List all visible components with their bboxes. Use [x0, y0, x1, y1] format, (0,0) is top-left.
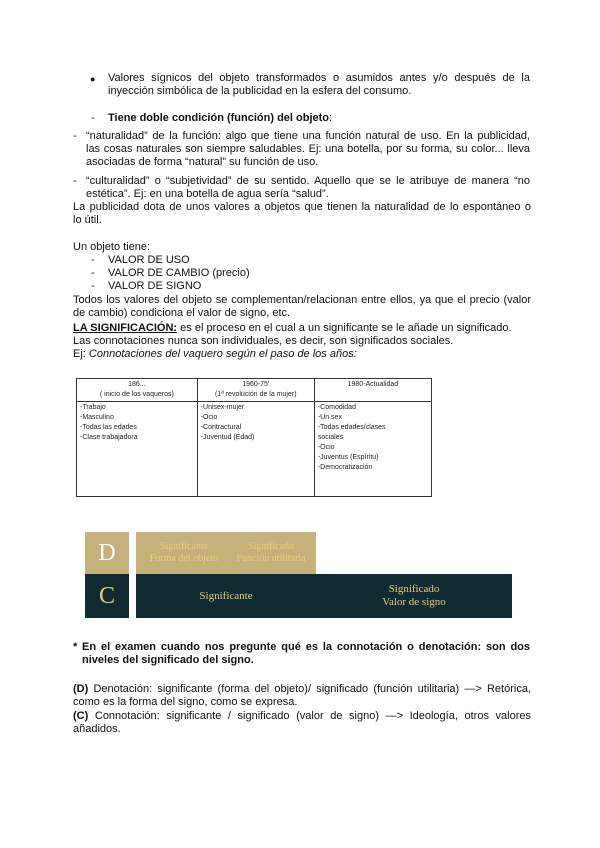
- def-d-line-1: [73, 683, 531, 696]
- table-row: [77, 402, 432, 497]
- item1-line-3: asociadas de forma “natural” su función de uso.: [86, 156, 319, 168]
- def-d-text: Denotación: significante (forma del objeto)/ significado (función utilitaria) —> Retórica,: [88, 683, 531, 695]
- significacion-line-2: Las connotaciones nunca son individuales, es decir, son significados sociales.: [73, 335, 454, 347]
- significacion-term: LA SIGNIFICACIÓN:: [73, 322, 178, 334]
- def-c-line-1: [73, 710, 531, 723]
- vaquero-table: [76, 378, 432, 497]
- table-header-col-1: 186... ( inicio de los vaqueros): [77, 379, 198, 402]
- ejemplo-line: [73, 348, 531, 361]
- objeto-item-uso: VALOR DE USO: [108, 254, 190, 266]
- connotacion-letter-box: C: [85, 574, 129, 618]
- objeto-item-cambio: VALOR DE CAMBIO (precio): [108, 267, 250, 279]
- item1-dash: -: [73, 130, 77, 142]
- table-header-col-2: 1960-75' (1ª revolución de la mujer): [197, 379, 314, 402]
- note-line-1: En el examen cuando nos pregunte qué es la connotación o denotación: son dos: [82, 641, 530, 653]
- table-cell-col-2: -Unisex-mujer -Ocio -Contractural -Juventud (Edad): [197, 402, 314, 497]
- note-star: *: [73, 641, 78, 653]
- table-cell-col-1: -Trabajo -Masculino -Todas las edades -Clase trabajadora: [77, 402, 198, 497]
- d-significante: Significante Forma del objeto: [149, 541, 219, 564]
- para2-line-2: de cambio) condiciona el valor de signo, etc.: [73, 307, 291, 319]
- ejemplo-text: Connotaciones del vaquero según el paso de los años:: [88, 348, 357, 360]
- bullet-line-2: inyección simbólica de la publicidad en la esfera del consumo.: [108, 85, 412, 97]
- note-line-2: niveles del significado del signo.: [82, 654, 254, 666]
- para2-line-1: Todos los valores del objeto se complementan/relacionan entre ellos, ya que el precio (valor: [73, 294, 531, 306]
- objeto-dash-2: -: [91, 267, 95, 279]
- item1-line-1: “naturalidad” de la función: algo que tiene una función natural de uso. En la publicidad,: [86, 130, 530, 142]
- significacion-line-1: [73, 322, 531, 335]
- table-header-col-3: 1980-Actualidad: [314, 379, 431, 402]
- heading-colon: :: [329, 112, 333, 124]
- def-c-line-2: añadidos.: [73, 723, 121, 735]
- def-c-label: (C): [73, 710, 89, 722]
- def-c-text: Connotación: significante / significado (valor de signo) —> Ideología, otros valores: [88, 710, 531, 722]
- table-cell-col-3: -Comodidad -Un sex -Todas edades/clases sociales -Ocio -Juventus (Espíritu) -Democratización: [314, 402, 431, 497]
- item1-line-2: las cosas naturales son siempre saludables. Ej: una botella, por su forma, su color... lleva: [86, 143, 530, 155]
- d-significado: Significado Función utilitaria: [236, 541, 306, 564]
- bullet-marker: ●: [90, 74, 96, 84]
- objeto-dash-1: -: [91, 254, 95, 266]
- section-heading: [108, 112, 332, 125]
- significacion-def: es el proceso en el cual a un significante se le añade un significado.: [177, 322, 512, 334]
- denotacion-bar: [136, 532, 316, 574]
- heading-dash: -: [91, 112, 95, 124]
- def-d-label: (D): [73, 683, 89, 695]
- item2-line-2: estética”. Ej: en una botella de agua sería “salud”.: [86, 188, 329, 200]
- para1-line-2: lo útil.: [73, 214, 102, 226]
- c-significante: Significante: [199, 590, 253, 602]
- def-d-line-2: como es la forma del signo, como se expresa.: [73, 696, 298, 708]
- para1-line-1: La publicidad dota de unos valores a objetos que tienen la naturalidad de lo espontáneo o: [73, 201, 531, 213]
- c-significado: Significado Valor de signo: [382, 583, 446, 608]
- heading-text: Tiene doble condición (función) del objeto: [108, 112, 330, 124]
- objeto-item-signo: VALOR DE SIGNO: [108, 280, 202, 292]
- ejemplo-label: Ej:: [73, 348, 89, 360]
- objeto-dash-3: -: [91, 280, 95, 292]
- connotacion-bar: [136, 574, 512, 618]
- item2-dash: -: [73, 175, 77, 187]
- table-header-row: [77, 379, 432, 402]
- denotacion-letter-box: D: [85, 532, 129, 574]
- item2-line-1: “culturalidad” o “subjetividad” de su sentido. Aquello que se le atribuye de manera “no: [86, 175, 530, 187]
- bullet-line-1: Valores sígnicos del objeto transformados o asumidos antes y/o después de la: [108, 72, 530, 84]
- objeto-intro: Un objeto tiene:: [73, 241, 151, 253]
